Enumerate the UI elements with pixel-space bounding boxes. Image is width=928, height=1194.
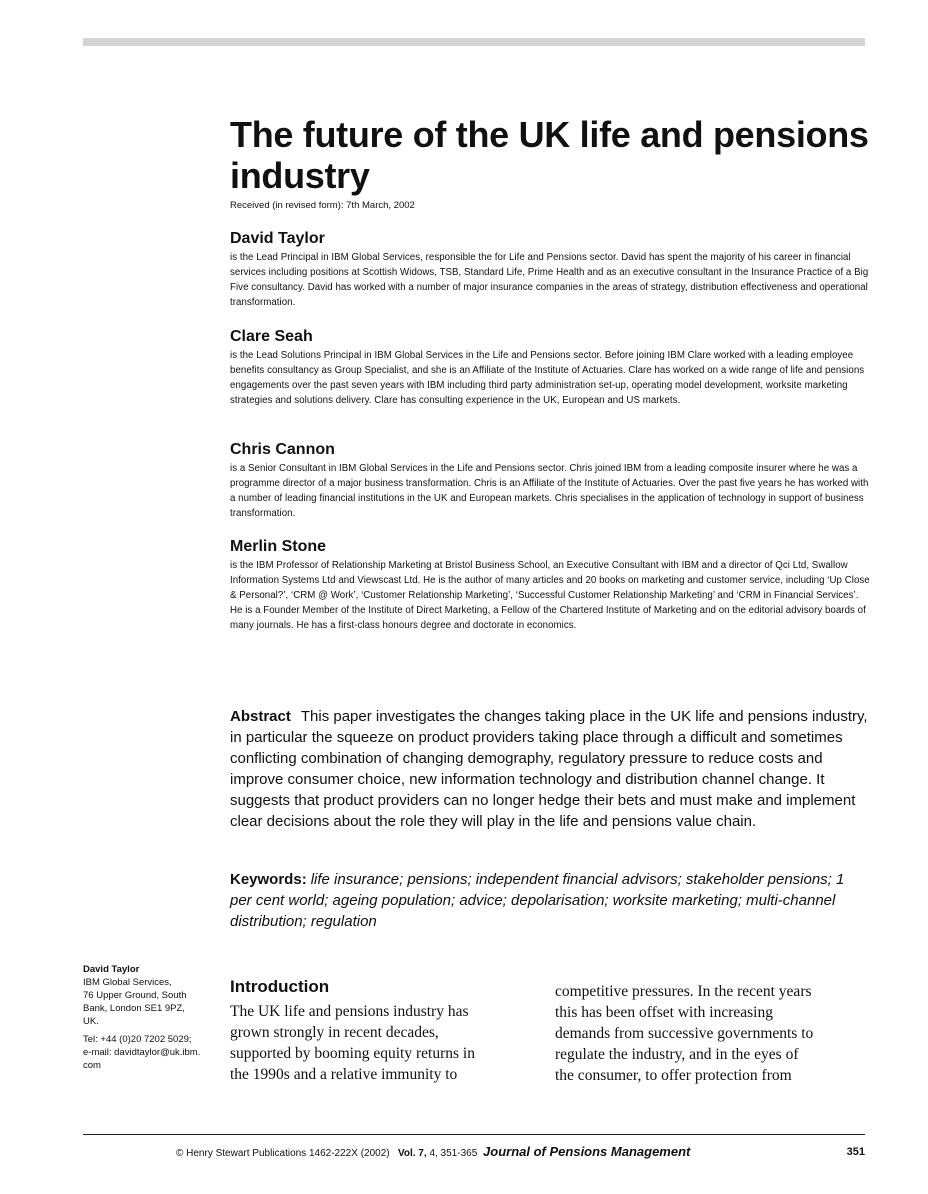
article-title: The future of the UK life and pensions industry <box>230 114 869 196</box>
footer-copyright: © Henry Stewart Publications 1462-222X (2002) <box>176 1148 390 1159</box>
received-date: Received (in revised form): 7th March, 2002 <box>230 200 415 211</box>
body-column-right <box>555 981 865 1086</box>
body-line: demands from successive governments to <box>555 1025 814 1042</box>
contact-address-line: 76 Upper Ground, South <box>83 990 187 1001</box>
footer-issue: 4, 351-365 <box>429 1148 478 1159</box>
author-name: Clare Seah <box>230 328 313 345</box>
contact-phone-line: Tel: +44 (0)20 7202 5029; <box>83 1034 192 1045</box>
author-name: Chris Cannon <box>230 441 335 458</box>
author-bio: is the Lead Solutions Principal in IBM Global Services in the Life and Pensions sector. Before joining IBM Clare worked with a leading employee benefits consultancy as Group Specialist, and she is an Affiliate of the Institute of Actuaries. Clare has worked on a wide range of life and pensions engagements over the past seven years with IBM including third party administration set-up, operating model development, worksite marketing strategies and solutions delivery. Clare has consulting experience in the UK, European and US markets. <box>230 350 865 406</box>
keywords-text: life insurance; pensions; independent financial advisors; stakeholder pensions; 1 per cent world; ageing population; advice; depolarisation; worksite marketing; multi-channel distribution; regulation <box>230 871 845 930</box>
contact-address-line: Bank, London SE1 9PZ, <box>83 1003 185 1014</box>
contact-name: David Taylor <box>83 964 140 975</box>
page-footer <box>83 1143 865 1161</box>
section-heading: Introduction <box>230 977 330 996</box>
author-block <box>230 537 870 633</box>
author-name: Merlin Stone <box>230 538 327 555</box>
abstract <box>230 706 870 832</box>
author-bio: is a Senior Consultant in IBM Global Services in the Life and Pensions sector. Chris joined IBM from a leading composite insurer where he was a programme director of a major business transformation. Chris is an Affiliate of the Institute of Actuaries. Over the past five years he has worked with a number of leading financial institutions in the UK and European markets. Chris specialises in the application of technology in support of business transformation. <box>230 463 869 519</box>
page-number: 351 <box>846 1146 865 1158</box>
footer-citation <box>176 1143 690 1163</box>
body-line: regulate the industry, and in the eyes of <box>555 1046 799 1063</box>
author-block <box>230 327 870 408</box>
abstract-text: This paper investigates the changes taking place in the UK life and pensions industry, in particular the squeeze on product providers taking place through a difficult and sometimes conflicting combination of changing demography, regulatory pressure to reduce costs and improve consumer choice, new information technology and distribution channel change. It suggests that product providers can no longer hedge their bets and must make and implement clear decisions about the role they will play in the life and pensions value chain. <box>230 708 868 830</box>
footer-rule <box>83 1134 865 1135</box>
body-column-left <box>230 1001 540 1085</box>
contact-address-line: UK. <box>83 1016 99 1027</box>
author-bio: is the Lead Principal in IBM Global Services, responsible the for Life and Pensions sector. David has spent the majority of his career in financial services including positions at Scottish Widows, TSB, Standard Life, Prime Health and as an executive consultant in the Insurance Practice of a Big Five consultancy. David has worked with a number of major insurance companies in the areas of strategy, distribution effectiveness and operational transformation. <box>230 252 869 308</box>
abstract-label: Abstract <box>230 708 291 725</box>
contact-sidebar <box>83 963 223 1072</box>
body-line: supported by booming equity returns in <box>230 1045 475 1062</box>
header-rule <box>83 38 865 46</box>
keywords-label: Keywords: <box>230 871 307 888</box>
author-bio: is the IBM Professor of Relationship Marketing at Bristol Business School, an Executive Consultant with IBM and a director of Qci Ltd, Swallow Information Systems Ltd and Viewscast Ltd. He is the author of many articles and 20 books on marketing and customer service, including ‘Up Close & Personal?’, ‘CRM @ Work’, ‘Customer Relationship Marketing’, ‘Successful Customer Relationship Marketing’ and ‘CRM in Financial Services’. He is a Founder Member of the Institute of Direct Marketing, a Fellow of the Chartered Institute of Marketing and on the editorial advisory boards of many journals. He has a first-class honours degree and doctorate in economics. <box>230 560 870 631</box>
author-block <box>230 229 870 310</box>
author-name: David Taylor <box>230 230 325 247</box>
body-line: the consumer, to offer protection from <box>555 1067 792 1084</box>
body-line: this has been offset with increasing <box>555 1004 773 1021</box>
author-block <box>230 440 870 521</box>
body-line: grown strongly in recent decades, <box>230 1024 439 1041</box>
contact-email-line: e-mail: davidtaylor@uk.ibm. <box>83 1047 201 1058</box>
body-line: The UK life and pensions industry has <box>230 1003 469 1020</box>
contact-email-line: com <box>83 1060 101 1071</box>
body-line: the 1990s and a relative immunity to <box>230 1066 458 1083</box>
contact-address-line: IBM Global Services, <box>83 977 172 988</box>
footer-journal-name: Journal of Pensions Management <box>483 1144 691 1159</box>
body-line: competitive pressures. In the recent years <box>555 983 812 1000</box>
keywords <box>230 869 870 932</box>
footer-volume: Vol. 7, <box>397 1148 427 1159</box>
